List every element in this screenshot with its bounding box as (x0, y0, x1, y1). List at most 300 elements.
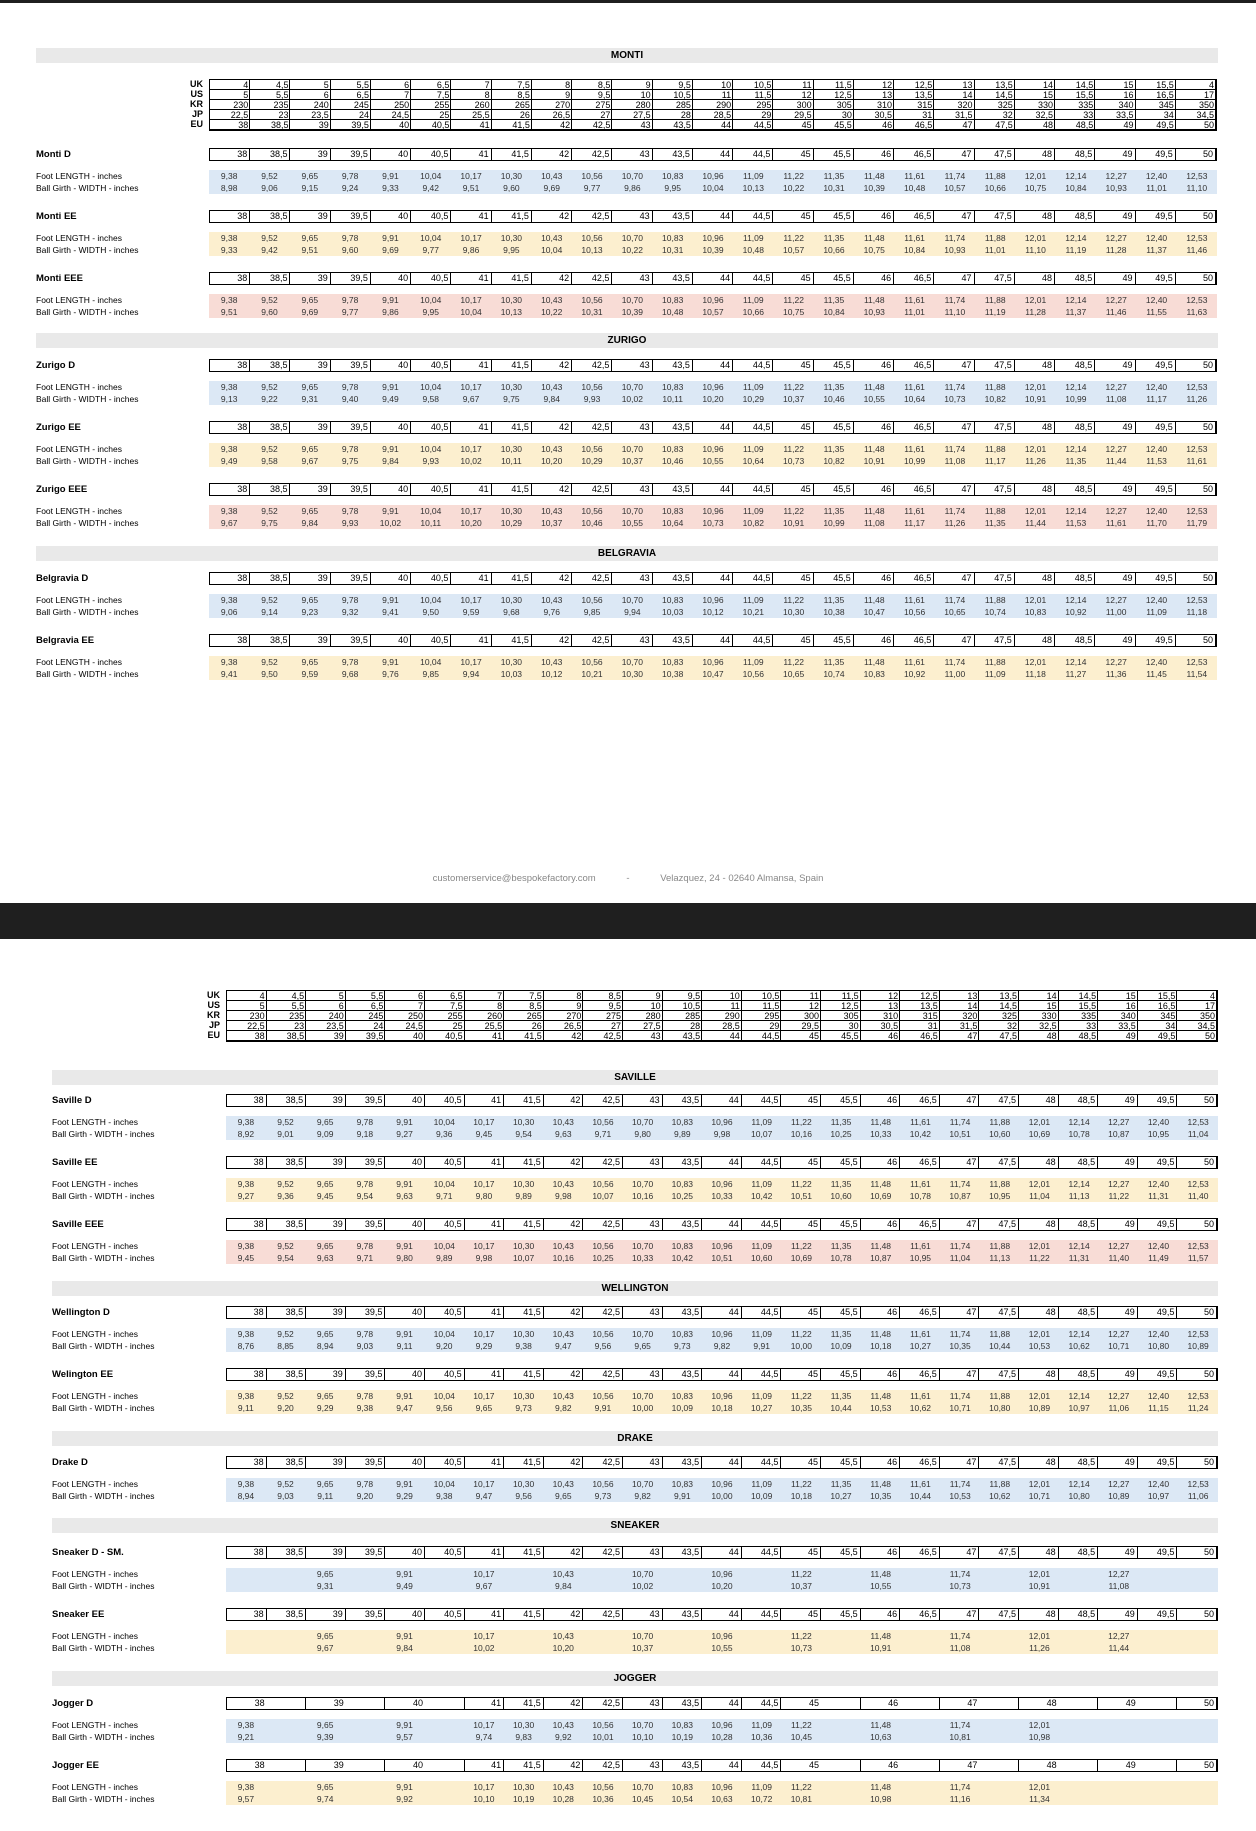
size-cell: 11,5 (733, 90, 773, 100)
ball-girth-value: 10,71 (1028, 1491, 1051, 1501)
foot-length-value: 10,17 (473, 1720, 495, 1730)
ball-girth-value: 10,02 (621, 394, 643, 404)
ball-girth-value: 10,37 (790, 1581, 812, 1591)
eu-size-cell: 43,5 (653, 484, 693, 495)
eu-size-cell: 50 (1177, 1547, 1217, 1558)
ball-girth-value: 10,37 (782, 394, 805, 404)
section-title: SNEAKER (52, 1518, 1218, 1533)
foot-length-value: 11,74 (944, 295, 966, 305)
ball-girth-value: 10,55 (711, 1643, 733, 1653)
foot-length-value: 11,22 (783, 444, 804, 454)
foot-length-value: 11,22 (791, 1479, 812, 1489)
eu-size-cell: 45,5 (821, 1609, 861, 1620)
ball-girth-value: 10,80 (989, 1403, 1011, 1413)
size-cell: 42 (532, 120, 572, 130)
ball-girth-value: 10,12 (702, 607, 724, 617)
foot-length-value: 12,53 (1187, 1117, 1209, 1127)
size-cell: 43 (623, 1031, 663, 1041)
foot-length-value (504, 1630, 544, 1642)
size-cell: 15 (1019, 1001, 1059, 1011)
size-cell: 235 (250, 100, 290, 110)
eu-size-cell: 43,5 (663, 1547, 703, 1558)
eu-size-cell: 46,5 (900, 1307, 940, 1318)
ball-girth-value: 9,11 (317, 1491, 334, 1501)
eu-size-cell (900, 1698, 940, 1709)
foot-length-value: 12,40 (1145, 382, 1168, 392)
eu-size-cell: 43 (612, 360, 652, 371)
eu-size-cell: 39 (333, 1698, 344, 1708)
foot-length-value: 12,01 (1024, 444, 1047, 454)
ball-girth-label: Ball Girth - WIDTH - inches (36, 456, 139, 466)
measure-labels (36, 505, 139, 529)
eu-size-cell: 45 (773, 422, 813, 433)
ball-girth-value: 11,10 (1025, 245, 1046, 255)
foot-length-value (1099, 1781, 1139, 1793)
size-cell: 340 (1095, 100, 1135, 110)
foot-length-value: 11,74 (944, 595, 966, 605)
foot-length-value: 9,52 (261, 506, 278, 516)
ball-girth-value: 11,13 (1068, 1191, 1090, 1201)
ball-girth-value: 10,53 (870, 1403, 892, 1413)
ball-girth-value: 10,69 (1028, 1129, 1051, 1139)
foot-length-value: 11,74 (949, 1479, 971, 1489)
eu-size-row (226, 1546, 1218, 1559)
size-cell: 295 (742, 1011, 782, 1021)
ball-girth-value: 8,94 (237, 1491, 255, 1501)
size-cell: 8 (465, 1001, 505, 1011)
eu-size-cell: 38 (210, 573, 250, 584)
size-cell: 13,5 (900, 1001, 940, 1011)
size-cell: 6,5 (411, 80, 451, 90)
section-title: ZURIGO (36, 333, 1218, 348)
ball-girth-value: 11,01 (984, 245, 1006, 255)
ball-girth-value: 10,51 (790, 1191, 812, 1201)
eu-size-cell: 47,5 (979, 1457, 1019, 1468)
ball-girth-value: 10,31 (581, 307, 603, 317)
eu-size-row (226, 1697, 1218, 1710)
eu-size-cell: 43,5 (663, 1609, 703, 1620)
foot-length-value: 9,78 (341, 382, 359, 392)
foot-length-value: 12,40 (1145, 657, 1168, 667)
foot-length-value: 9,91 (382, 657, 399, 667)
ball-girth-value: 10,60 (830, 1191, 852, 1201)
foot-length-value: 10,04 (433, 1391, 455, 1401)
ball-girth-value: 10,98 (1028, 1732, 1051, 1742)
ball-girth-value: 10,33 (870, 1129, 892, 1139)
foot-length-value (1059, 1719, 1099, 1731)
size-cell: 46 (861, 1031, 901, 1041)
foot-length-value: 9,78 (341, 595, 359, 605)
eu-size-cell: 39 (306, 1369, 346, 1380)
ball-girth-value: 9,54 (515, 1129, 532, 1139)
eu-size-cell: 41 (451, 484, 491, 495)
eu-size-cell: 39,5 (346, 1609, 386, 1620)
eu-size-cell: 46,5 (900, 1157, 940, 1168)
foot-length-value: 9,65 (301, 595, 319, 605)
foot-length-value: 11,09 (751, 1720, 772, 1730)
ball-girth-value: 10,75 (863, 245, 885, 255)
foot-length-value: 12,14 (1065, 233, 1087, 243)
foot-length-value: 11,74 (949, 1720, 971, 1730)
foot-length-value: 9,52 (277, 1117, 294, 1127)
footer-email[interactable]: customerservice@bespokefactory.com (432, 873, 596, 884)
ball-girth-value: 10,62 (989, 1491, 1011, 1501)
size-cell: 24,5 (385, 1021, 425, 1031)
ball-girth-value: 10,02 (460, 456, 482, 466)
size-system-label: JP (191, 109, 203, 119)
size-cell: 40 (371, 120, 411, 130)
foot-length-value: 10,30 (500, 233, 523, 243)
eu-size-cell: 46 (861, 1457, 901, 1468)
size-cell: 12 (773, 90, 813, 100)
size-cell: 23,5 (290, 110, 330, 120)
foot-length-value: 11,35 (830, 1179, 852, 1189)
size-cell: 13 (854, 90, 894, 100)
ball-girth-value: 9,06 (220, 607, 238, 617)
foot-length-value: 10,30 (512, 1117, 535, 1127)
foot-length-value: 11,88 (984, 657, 1006, 667)
ball-girth-value: 11,28 (1025, 307, 1046, 317)
eu-size-cell: 48 (1015, 573, 1055, 584)
ball-girth-value: 11,63 (1186, 307, 1208, 317)
foot-length-value: 11,61 (910, 1391, 931, 1401)
ball-girth-value: 11,34 (1029, 1794, 1050, 1804)
eu-size-cell: 48,5 (1055, 149, 1095, 160)
ball-girth-value: 9,67 (301, 456, 319, 466)
eu-size-cell: 49 (1095, 273, 1135, 284)
foot-length-value: 9,65 (316, 1631, 334, 1641)
eu-size-cell (267, 1760, 307, 1771)
foot-length-value: 11,88 (989, 1179, 1011, 1189)
foot-length-value: 11,09 (751, 1179, 772, 1189)
foot-length-value: 11,88 (984, 233, 1006, 243)
eu-size-cell: 40,5 (425, 1369, 465, 1380)
size-cell: 38,5 (267, 1031, 307, 1041)
ball-girth-value (821, 1580, 861, 1592)
foot-length-label: Foot LENGTH - inches (52, 1631, 138, 1641)
ball-girth-value: 10,20 (541, 456, 563, 466)
foot-length-value: 12,01 (1028, 1720, 1051, 1730)
eu-size-cell: 49,5 (1138, 1369, 1178, 1380)
eu-size-cell: 40,5 (425, 1157, 465, 1168)
foot-length-value: 12,01 (1024, 506, 1047, 516)
foot-length-value: 11,09 (742, 444, 764, 454)
size-cell: 40 (385, 1031, 425, 1041)
eu-size-cell: 50 (1177, 1698, 1217, 1709)
eu-size-cell: 48 (1046, 1698, 1057, 1708)
eu-size-cell: 39,5 (331, 211, 371, 222)
foot-length-value: 9,38 (220, 233, 238, 243)
eu-size-cell: 44,5 (742, 1157, 782, 1168)
ball-girth-value: 10,74 (984, 607, 1006, 617)
foot-length-value: 12,14 (1065, 382, 1087, 392)
foot-length-value: 10,17 (460, 506, 482, 516)
foot-length-value: 11,22 (791, 1329, 812, 1339)
measurement-band (226, 1630, 1218, 1654)
eu-size-cell: 44,5 (733, 149, 773, 160)
eu-size-cell: 44 (702, 1157, 742, 1168)
size-cell: 10,5 (653, 90, 693, 100)
size-cell: 50 (1177, 1031, 1217, 1041)
eu-size-cell (821, 1698, 861, 1709)
eu-size-cell: 47,5 (979, 1307, 1019, 1318)
ball-girth-value: 11,13 (989, 1253, 1011, 1263)
ball-girth-value: 9,20 (435, 1341, 453, 1351)
measurement-band (226, 1328, 1218, 1352)
ball-girth-value: 10,99 (903, 456, 926, 466)
foot-length-value (742, 1568, 782, 1580)
eu-size-cell: 42,5 (572, 635, 612, 646)
foot-length-value: 10,56 (592, 1479, 614, 1489)
size-cell: 29 (742, 1021, 782, 1031)
ball-girth-value: 9,31 (301, 394, 319, 404)
foot-length-value: 9,52 (277, 1479, 294, 1489)
measurement-band (226, 1240, 1218, 1264)
foot-length-value: 9,65 (316, 1720, 334, 1730)
eu-size-cell: 42 (532, 635, 572, 646)
foot-length-value (1178, 1568, 1218, 1580)
size-cell: 39 (290, 120, 330, 130)
foot-length-value: 10,04 (420, 295, 442, 305)
foot-length-value: 10,96 (711, 1391, 733, 1401)
foot-length-value: 11,74 (949, 1569, 971, 1579)
eu-size-cell: 49 (1098, 1369, 1138, 1380)
foot-length-value: 12,14 (1065, 657, 1087, 667)
foot-length-value: 10,17 (473, 1569, 495, 1579)
model-name: Belgravia D (36, 573, 89, 584)
size-cell: 29 (733, 110, 773, 120)
eu-size-cell: 39,5 (331, 360, 371, 371)
size-cell: 11,5 (821, 991, 861, 1001)
ball-girth-value (980, 1642, 1020, 1654)
foot-length-value: 10,30 (512, 1479, 535, 1489)
eu-size-cell: 39,5 (346, 1219, 386, 1230)
ball-girth-value: 9,74 (316, 1794, 334, 1804)
foot-length-value: 10,56 (592, 1720, 614, 1730)
eu-size-cell: 42,5 (572, 422, 612, 433)
foot-length-value: 12,14 (1068, 1391, 1090, 1401)
foot-length-value: 9,52 (277, 1241, 294, 1251)
foot-length-value: 9,52 (261, 382, 278, 392)
foot-length-value: 9,65 (316, 1479, 334, 1489)
size-cell: 41 (451, 120, 491, 130)
eu-size-cell (1059, 1698, 1099, 1709)
foot-length-value: 11,09 (742, 382, 764, 392)
eu-size-cell: 42 (544, 1457, 584, 1468)
eu-size-cell: 45,5 (821, 1307, 861, 1318)
size-cell: 27,5 (623, 1021, 663, 1031)
eu-size-cell: 39,5 (331, 422, 371, 433)
eu-size-cell: 42,5 (583, 1609, 623, 1620)
ball-girth-label: Ball Girth - WIDTH - inches (52, 1491, 155, 1501)
foot-length-value: 9,78 (341, 657, 359, 667)
foot-length-value: 12,14 (1068, 1241, 1090, 1251)
foot-length-value: 12,40 (1147, 1241, 1170, 1251)
eu-size-cell: 40,5 (411, 273, 451, 284)
size-cell: 335 (1055, 100, 1095, 110)
ball-girth-value: 10,62 (909, 1403, 932, 1413)
eu-size-cell: 45,5 (814, 484, 854, 495)
ball-girth-value: 11,46 (1105, 307, 1127, 317)
size-cell: 14 (940, 1001, 980, 1011)
foot-length-value: 10,04 (420, 506, 442, 516)
foot-length-value: 12,01 (1024, 233, 1047, 243)
ball-girth-value: 9,03 (277, 1491, 294, 1501)
size-system-label: US (190, 89, 203, 99)
ball-girth-value (266, 1731, 306, 1743)
ball-girth-value: 10,44 (989, 1341, 1011, 1351)
ball-girth-value: 10,65 (782, 669, 805, 679)
eu-size-cell: 47 (967, 1698, 978, 1708)
size-cell: 4 (1177, 991, 1217, 1001)
ball-girth-value: 11,08 (1105, 394, 1127, 404)
ball-girth-value: 10,22 (541, 307, 563, 317)
eu-size-cell: 41,5 (504, 1760, 544, 1771)
eu-size-cell: 46,5 (900, 1095, 940, 1106)
ball-girth-value: 10,13 (742, 183, 764, 193)
size-cell: 34,5 (1177, 1021, 1217, 1031)
eu-size-cell: 50 (1176, 273, 1216, 284)
eu-size-cell: 39 (290, 211, 330, 222)
foot-length-value: 9,91 (396, 1631, 413, 1641)
foot-length-value (980, 1630, 1020, 1642)
foot-length-value: 12,27 (1108, 1569, 1130, 1579)
foot-length-value: 11,88 (989, 1391, 1011, 1401)
eu-size-cell: 41,5 (504, 1157, 544, 1168)
eu-size-cell: 40 (412, 1760, 423, 1770)
eu-size-cell: 40 (385, 1547, 425, 1558)
eu-size-cell: 46 (888, 1698, 899, 1708)
eu-size-cell: 44,5 (733, 422, 773, 433)
eu-size-cell: 45 (773, 484, 813, 495)
eu-size-cell: 44,5 (733, 273, 773, 284)
foot-length-value: 12,27 (1105, 657, 1127, 667)
eu-size-cell: 48,5 (1055, 635, 1095, 646)
ball-girth-value: 10,00 (631, 1403, 654, 1413)
ball-girth-value (1099, 1793, 1139, 1805)
size-cell: 5 (306, 991, 346, 1001)
ball-girth-label: Ball Girth - WIDTH - inches (52, 1129, 155, 1139)
foot-length-label: Foot LENGTH - inches (52, 1179, 138, 1189)
foot-length-value: 9,65 (316, 1179, 334, 1189)
eu-size-cell: 49 (1098, 1457, 1138, 1468)
ball-girth-value: 10,28 (711, 1732, 733, 1742)
ball-girth-value: 9,85 (583, 607, 601, 617)
eu-size-cell: 40 (371, 422, 411, 433)
eu-size-cell: 42 (544, 1157, 584, 1168)
foot-length-value: 11,88 (984, 295, 1006, 305)
size-cell: 45 (773, 120, 813, 130)
ball-girth-value: 9,14 (261, 607, 278, 617)
ball-girth-value: 9,74 (475, 1732, 493, 1742)
foot-length-value: 12,01 (1028, 1479, 1051, 1489)
foot-length-value: 11,61 (910, 1241, 931, 1251)
ball-girth-value: 9,69 (301, 307, 319, 317)
foot-length-value: 10,70 (631, 1479, 654, 1489)
eu-size-cell: 39,5 (331, 273, 371, 284)
ball-girth-value: 11,35 (1065, 456, 1087, 466)
eu-size-cell: 43 (612, 149, 652, 160)
eu-size-cell: 49,5 (1138, 1457, 1178, 1468)
eu-size-cell: 43,5 (663, 1307, 703, 1318)
foot-length-value: 9,91 (396, 1569, 413, 1579)
eu-size-cell: 50 (1176, 211, 1216, 222)
eu-size-cell: 47 (940, 1219, 980, 1230)
foot-length-value: 11,74 (949, 1179, 971, 1189)
eu-size-cell: 38 (210, 149, 250, 160)
foot-length-value: 10,17 (460, 444, 482, 454)
eu-size-cell: 41 (465, 1095, 505, 1106)
eu-size-cell: 44,5 (742, 1547, 782, 1558)
ball-girth-value: 9,49 (396, 1581, 413, 1591)
foot-length-value: 10,17 (473, 1631, 495, 1641)
ball-girth-value: 9,45 (237, 1253, 255, 1263)
ball-girth-value: 11,00 (1105, 607, 1127, 617)
eu-size-cell: 44,5 (733, 573, 773, 584)
eu-size-cell: 48,5 (1055, 360, 1095, 371)
ball-girth-value: 10,95 (989, 1191, 1011, 1201)
eu-size-cell: 41 (465, 1157, 505, 1168)
foot-length-value: 11,09 (751, 1782, 772, 1792)
foot-length-value: 10,83 (671, 1329, 693, 1339)
foot-length-value: 10,96 (711, 1329, 733, 1339)
measure-labels (36, 594, 139, 618)
size-cell: 10 (612, 90, 652, 100)
foot-length-value: 9,91 (382, 295, 399, 305)
foot-length-value (345, 1719, 385, 1731)
ball-girth-value: 11,00 (944, 669, 966, 679)
ball-girth-value: 9,49 (220, 456, 238, 466)
ball-girth-value: 9,38 (356, 1403, 374, 1413)
foot-length-value: 11,35 (830, 1241, 852, 1251)
ball-girth-value: 9,77 (341, 307, 359, 317)
ball-girth-value: 10,71 (1108, 1341, 1130, 1351)
foot-length-value: 10,96 (702, 382, 724, 392)
ball-girth-value: 9,67 (475, 1581, 493, 1591)
size-system-label: KR (190, 99, 203, 109)
size-cell: 23,5 (306, 1021, 346, 1031)
size-cell: 9 (612, 80, 652, 90)
ball-girth-value: 10,29 (581, 456, 603, 466)
ball-girth-value: 10,95 (909, 1253, 932, 1263)
ball-girth-value: 10,46 (662, 456, 684, 466)
size-cell: 32,5 (1019, 1021, 1059, 1031)
ball-girth-value: 10,57 (702, 307, 724, 317)
foot-length-value: 11,48 (863, 595, 885, 605)
foot-length-value (1178, 1719, 1218, 1731)
eu-size-cell: 44 (693, 635, 733, 646)
size-cell: 10,5 (742, 991, 782, 1001)
eu-size-cell: 42 (544, 1547, 584, 1558)
ball-girth-value: 10,89 (1108, 1491, 1130, 1501)
model-name: Welington EE (52, 1369, 114, 1380)
ball-girth-value: 10,38 (662, 669, 684, 679)
eu-size-cell: 38,5 (250, 573, 290, 584)
model-name: Sneaker EE (52, 1609, 105, 1620)
foot-length-label: Foot LENGTH - inches (52, 1241, 138, 1251)
ball-girth-value (742, 1580, 782, 1592)
ball-girth-value: 11,19 (1065, 245, 1087, 255)
size-cell: 44 (702, 1031, 742, 1041)
ball-girth-value: 10,03 (500, 669, 523, 679)
ball-girth-value: 10,11 (501, 456, 522, 466)
eu-size-cell: 41,5 (504, 1369, 544, 1380)
eu-size-cell: 48,5 (1055, 484, 1095, 495)
size-cell: 235 (267, 1011, 307, 1021)
foot-length-value: 12,27 (1108, 1329, 1130, 1339)
measurement-band (209, 381, 1217, 405)
eu-size-cell: 38 (210, 635, 250, 646)
